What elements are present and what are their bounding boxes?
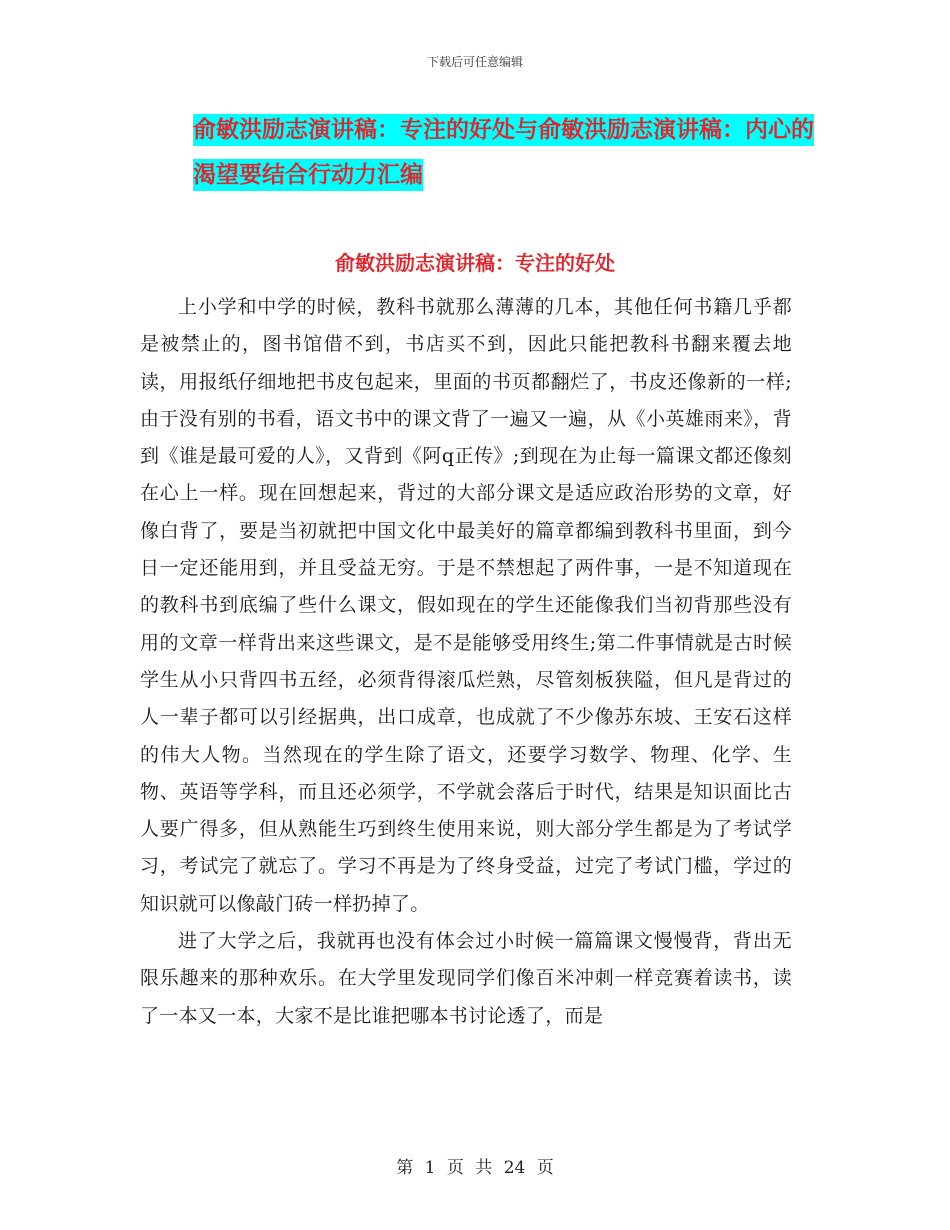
page-number-footer: 第 1 页 共 24 页 xyxy=(396,1158,554,1178)
document-title-text: 俞敏洪励志演讲稿：专注的好处与俞敏洪励志演讲稿：内心的渴望要结合行动力汇编 xyxy=(193,114,814,191)
header-note: 下载后可任意编辑 xyxy=(426,55,523,69)
document-title xyxy=(193,108,833,198)
document-body xyxy=(140,289,792,1035)
paragraph-1: 上小学和中学的时候，教科书就那么薄薄的几本，其他任何书籍几乎都是被禁止的，图书馆借不到，书店买不到，因此只能把教科书翻来覆去地读，用报纸仔细地把书皮包起来，里面的书页都翻烂了，书皮还像新的一样;由于没有别的书看，语文书中的课文背了一遍又一遍，从《小英雄雨来》，背到《谁是最可爱的人》，又背到《阿q正传》;到现在为止每一篇课文都还像刻在心上一样。现在回想起来，背过的大部分课文是适应政治形势的文章，好像白背了，要是当初就把中国文化中最美好的篇章都编到教科书里面，到今日一定还能用到，并且受益无穷。于是不禁想起了两件事，一是不知道现在的教科书到底编了些什么课文，假如现在的学生还能像我们当初背那些没有用的文章一样背出来这些课文，是不是能够受用终生;第二件事情就是古时候学生从小只背四书五经，必须背得滚瓜烂熟，尽管刻板狭隘，但凡是背过的人一辈子都可以引经据典，出口成章，也成就了不少像苏东坡、王安石这样的伟大人物。当然现在的学生除了语文，还要学习数学、物理、化学、生物、英语等学科，而且还必须学，不学就会落后于时代，结果是知识面比古人要广得多，但从熟能生巧到终生使用来说，则大部分学生都是为了考试学习，考试完了就忘了。学习不再是为了终身受益，过完了考试门槛，学过的知识就可以像敲门砖一样扔掉了。 xyxy=(140,296,792,915)
paragraph-2: 进了大学之后，我就再也没有体会过小时候一篇篇课文慢慢背，背出无限乐趣来的那种欢乐。在大学里发现同学们像百米冲刺一样竞赛着读书，读了一本又一本，大家不是比谁把哪本书讨论透了，而是 xyxy=(140,930,792,1027)
section-title: 俞敏洪励志演讲稿：专注的好处 xyxy=(335,251,615,275)
